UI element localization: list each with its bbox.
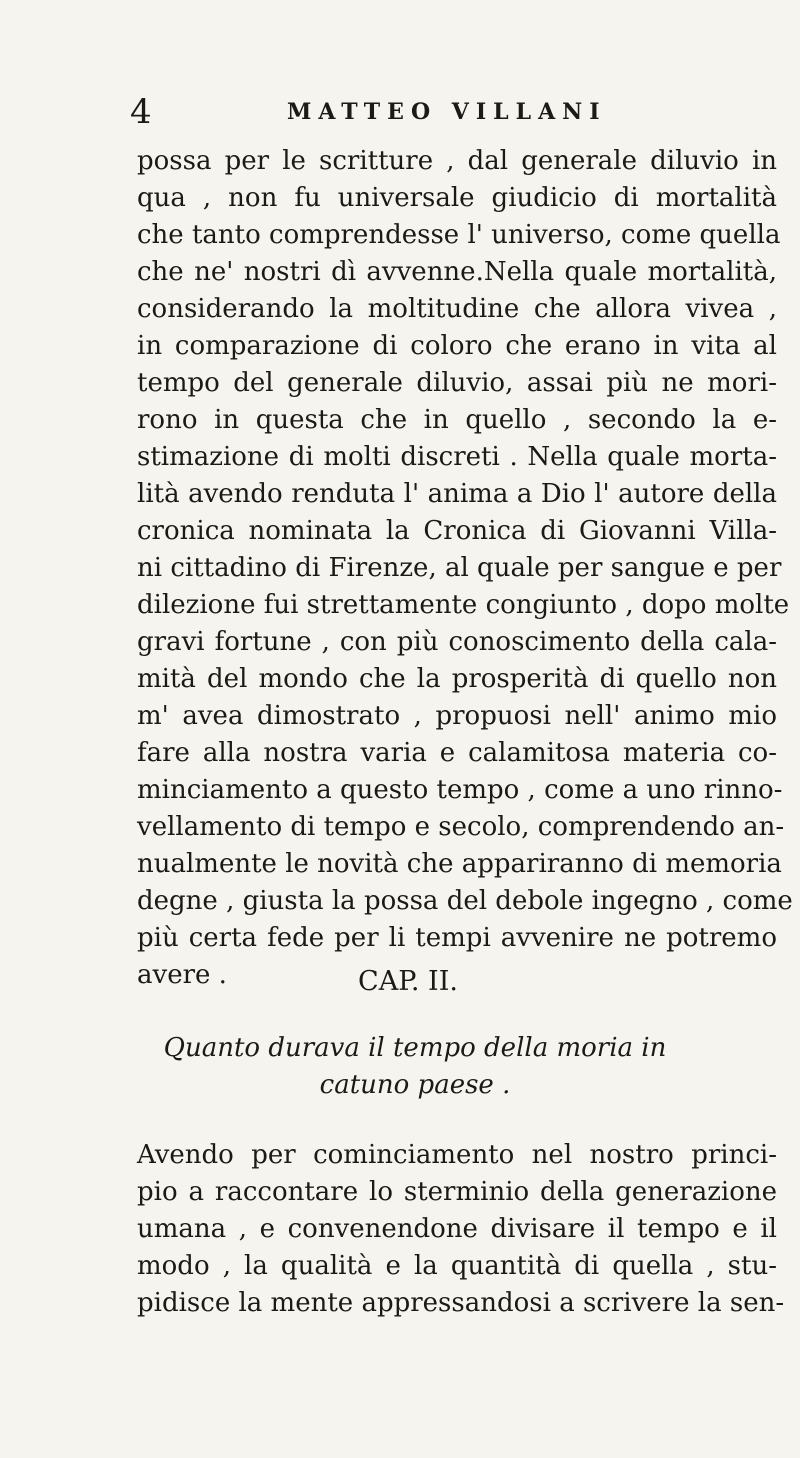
text-line: rono in questa che in quello , secondo la e- [137,405,777,435]
text-line: minciamento a questo tempo , come a uno rinno- [137,775,783,805]
paragraph-2 [137,1137,785,1322]
chapter-heading: CAP. II. [358,966,458,997]
text-line: vellamento di tempo e secolo, comprendendo an- [137,812,785,842]
running-title: MATTEO VILLANI [287,99,607,125]
text-line: tempo del generale diluvio, assai più ne mori- [137,368,777,398]
text-line: più certa fede per li tempi avvenire ne potremo [137,923,777,953]
text-line: che ne' nostri dì avvenne.Nella quale mortalità, [137,257,777,287]
text-line: qua , non fu universale giudicio di mortalità [137,183,777,213]
text-line: gravi fortune , con più conoscimento della cala- [137,627,777,657]
text-line: pio a raccontare lo sterminio della generazione [137,1177,777,1207]
page-number: 4 [130,92,152,132]
chapter-subtitle-line: catuno paese . [319,1070,511,1100]
text-line: m' avea dimostrato , propuosi nell' animo mio [137,701,777,731]
text-line: possa per le scritture , dal generale diluvio in [137,146,777,176]
text-line: in comparazione di coloro che erano in vita al [137,331,777,361]
text-line: che tanto comprendesse l' universo, come quella [137,220,781,250]
text-line: fare alla nostra varia e calamitosa materia co- [137,738,777,768]
paragraph-1 [137,143,793,994]
text-line: avere . [137,960,227,990]
text-line: mità del mondo che la prosperità di quello non [137,664,777,694]
text-line: dilezione fui strettamente congiunto , dopo molte [137,590,790,620]
text-line: lità avendo renduta l' anima a Dio l' autore della [137,479,777,509]
text-line: pidisce la mente appressandosi a scrivere la sen- [137,1288,785,1318]
text-line: Avendo per cominciamento nel nostro princi- [137,1140,777,1170]
text-line: modo , la qualità e la quantità di quella , stu- [137,1251,777,1281]
text-line: considerando la moltitudine che allora vivea , [137,294,777,324]
text-line: stimazione di molti discreti . Nella quale morta- [137,442,777,472]
text-line: umana , e convenendone divisare il tempo e il [137,1214,777,1244]
chapter-subtitle-line: Quanto durava il tempo della moria in [163,1033,667,1063]
text-line: degne , giusta la possa del debole ingegno , come [137,886,793,916]
running-head [130,92,778,132]
text-line: cronica nominata la Cronica di Giovanni Villa- [137,516,777,546]
text-line: nualmente le novità che appariranno di memoria [137,849,782,879]
text-line: ni cittadino di Firenze, al quale per sangue e per [137,553,782,583]
